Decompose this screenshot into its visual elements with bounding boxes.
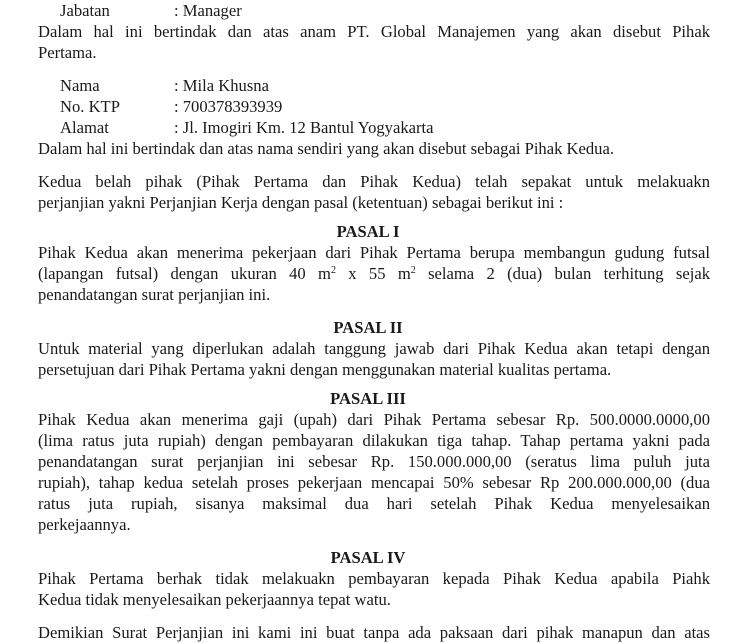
alamat-row [0,117,736,138]
pasal-3-line: penandatangan surat perjanjian ini sebesar Rp. 150.000.000,00 (seratus lima puluh juta [38,452,710,471]
pasal-4-title: PASAL IV [330,548,406,567]
pasal-1-line-2-c: selama 2 (dua) bulan terhitung sejak [415,264,710,283]
party2-statement [38,138,710,159]
pasal-1-line: penandatangan surat perjanjian ini. [38,285,271,304]
jabatan-row [0,0,736,21]
pasal-4-line: Pihak Pertama berhak tidak melakuakn pembayaran kepada Pihak Kedua apabila Piahk [38,569,710,588]
nama-label: Nama [60,76,100,95]
pasal-3-line: perkejaannya. [38,515,131,534]
nama-row [0,75,736,96]
ktp-value: : 700378393939 [174,97,283,116]
pasal-2-title: PASAL II [333,318,403,337]
superscript-2: 2 [410,265,416,276]
pasal-1-line-2 [38,263,710,284]
ktp-row [0,96,736,117]
pasal-3-line: rupiah), tahap kedua setelah proses pekerjaan mencapai 50% sebesar Rp 200.000.000,00 (dua [38,473,710,492]
nama-value: : Mila Khusna [174,76,269,95]
intro-paragraph [38,171,710,213]
jabatan-value: : Manager [174,1,242,20]
pasal-2-line: Untuk material yang diperlukan adalah tanggung jawab dari Pihak Kedua akan tetapi dengan [38,339,710,358]
pasal-1-title: PASAL I [336,222,400,241]
party1-statement-line: Dalam hal ini bertindak dan atas anam PT. Global Manajemen yang akan disebut Pihak [38,22,710,41]
pasal-3-line: Pihak Kedua akan menerima gaji (upah) dari Pihak Pertama sebesar Rp. 500.0000.0000,00 [38,410,710,429]
closing-line: Demikian Surat Perjanjian ini kami ini buat tanpa ada paksaan dari pihak manapun dan atas [38,623,710,642]
alamat-label: Alamat [60,118,109,137]
closing-paragraph [38,622,710,643]
party1-statement-line: Pertama. [38,43,97,62]
pasal-1-paragraph [38,242,710,305]
pasal-4-line: Kedua tidak menyelesaikan pekerjaannya tepat watu. [38,590,391,609]
pasal-1-line: Pihak Kedua akan menerima pekerjaan dari Pihak Pertama berupa membangun gudung futsal [38,243,710,262]
party1-statement [38,21,710,63]
pasal-1-line-2-b: x 55 m [335,264,411,283]
pasal-3-line: ratus juta rupiah, sisanya maksimal dua hari setelah Pihak Kedua menyelesaikan [38,494,710,513]
pasal-3-line: (lima ratus juta rupiah) dengan pembayaran dilakukan tiga tahap. Tahap pertama yakni pada [38,431,710,450]
intro-line: perjanjian yakni Perjanjian Kerja dengan pasal (ketentuan) sebagai berikut ini : [38,193,564,212]
intro-line: Kedua belah pihak (Pihak Pertama dan Pihak Kedua) telah sepakat untuk melakuakn [38,172,710,191]
pasal-4-paragraph [38,568,710,610]
pasal-1-line-2-a: (lapangan futsal) dengan ukuran 40 m [38,264,331,283]
pasal-2-paragraph [38,338,710,380]
pasal-2-line: persetujuan dari Pihak Pertama yakni dengan menggunakan material kualitas pertama. [38,360,612,379]
pasal-3-paragraph [38,409,710,535]
jabatan-label: Jabatan [60,1,110,20]
party2-statement-line: Dalam hal ini bertindak dan atas nama sendiri yang akan disebut sebagai Pihak Kedua. [38,139,614,158]
alamat-value: : Jl. Imogiri Km. 12 Bantul Yogyakarta [174,118,434,137]
ktp-label: No. KTP [60,97,120,116]
pasal-3-title: PASAL III [330,389,406,408]
superscript-2: 2 [330,265,336,276]
